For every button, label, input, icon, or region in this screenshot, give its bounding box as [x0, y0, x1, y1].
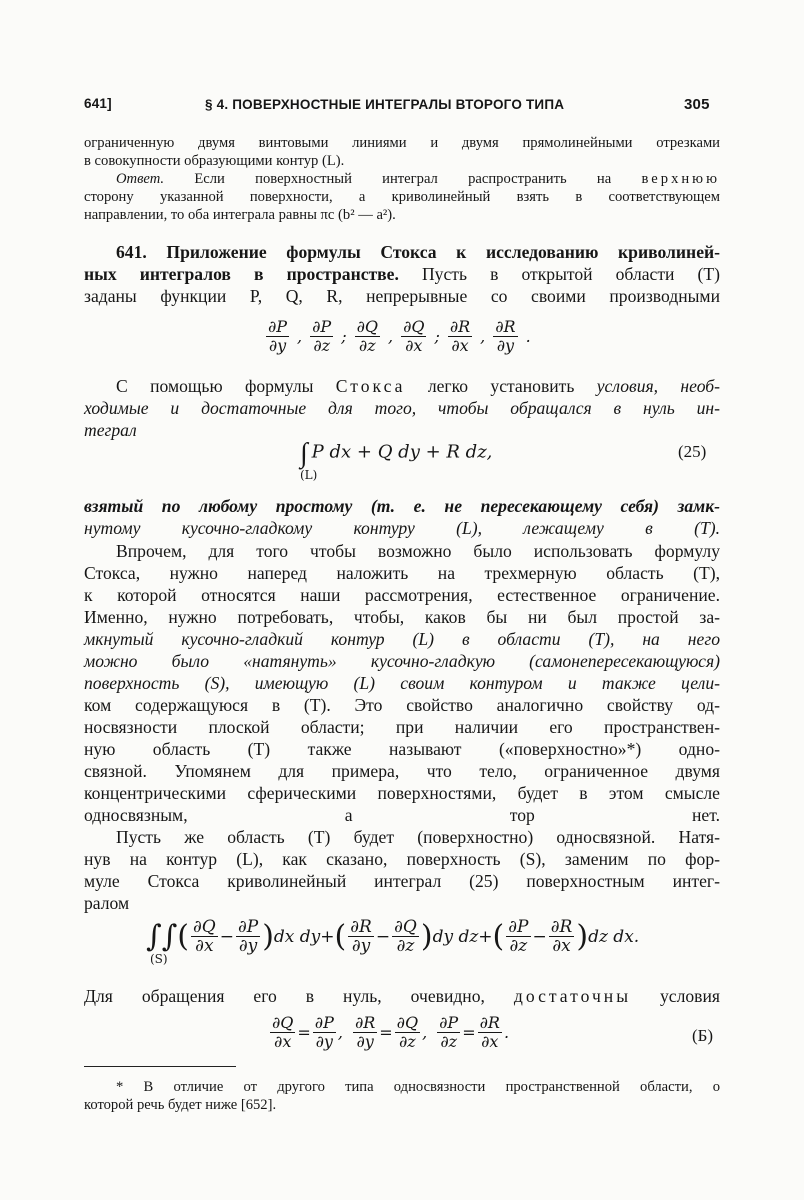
para2-line-6: можно было «натянуть» кусочно-гладкую (самонепересекающуюся) [84, 651, 720, 671]
paren-close: ) [576, 919, 589, 954]
derivative-4 [448, 318, 472, 355]
term-1-b [392, 918, 419, 955]
integral-sign: ∫ [300, 438, 308, 469]
derivative-3-den: ∂x [405, 336, 423, 355]
para2-line-5: мкнутый кусочно-гладкий контур (L) в области (T), на него [84, 629, 720, 649]
section-title-cont: ных интегралов в пространстве. [84, 264, 399, 284]
para2-line-2: Стокса, нужно наперед наложить на трехмерную область (T), [84, 563, 720, 583]
condition-2-rhs-num: ∂R [479, 1013, 500, 1032]
running-head: § 4. ПОВЕРХНОСТНЫЕ ИНТЕГРАЛЫ ВТОРОГО ТИПА [205, 97, 565, 112]
term-0-diff: dx dy [273, 926, 321, 947]
derivative-5 [493, 318, 517, 355]
para2-line-8: ком содержащуюся в (T). Это свойство аналогично свойству од- [84, 695, 720, 715]
term-1-b-num: ∂Q [394, 917, 417, 937]
para2-line-7: поверхность (S), имеющую (L) своим контуром и также цели- [84, 673, 720, 693]
minus-sign: − [219, 926, 234, 947]
term-0-a-num: ∂Q [192, 917, 216, 937]
para1-text-d: условия, необ- [596, 376, 720, 396]
condition-0 [268, 1014, 343, 1051]
equation-25-sub: (L) [300, 468, 318, 482]
term-1-a-num: ∂R [350, 917, 372, 937]
derivative-2 [355, 318, 380, 355]
double-integral-sign: ∫∫ [146, 918, 178, 954]
conditions-number: (Б) [692, 1026, 714, 1045]
condition-sep: . [503, 1023, 510, 1042]
condition-2-rhs [478, 1014, 502, 1051]
para4-text-c: условия [660, 986, 720, 1006]
answer-emph: верхнюю [641, 171, 720, 187]
equals-sign: = [297, 1023, 311, 1042]
derivative-1-num: ∂P [312, 317, 332, 336]
derivative-0-den: ∂y [268, 336, 287, 355]
equation-25-integrand: P dx + Q dy + R dz, [311, 441, 493, 463]
term-2-b-num: ∂R [550, 917, 573, 937]
para3-line-1: Пусть же область (T) будет (поверхностно) односвязной. Натя- [116, 827, 720, 847]
derivative-sep: ; [341, 327, 347, 346]
condition-1 [351, 1014, 427, 1051]
answer-label: Ответ. [116, 171, 165, 187]
condition-0-rhs-num: ∂P [314, 1013, 334, 1032]
derivative-3 [401, 318, 426, 355]
term-0-b-num: ∂P [237, 917, 259, 937]
equation-25 [300, 440, 492, 468]
condition-2-lhs-num: ∂P [439, 1013, 459, 1032]
condition-2-lhs [437, 1014, 460, 1051]
minus-sign: − [375, 926, 391, 947]
term-2-a-num: ∂P [508, 917, 529, 937]
para2-line-11: связной. Упомянем для примера, что тело, ограниченное двумя [84, 761, 720, 781]
term-2-diff: dz dx. [588, 926, 640, 947]
para2-line-10: ную область (T) также называют («поверхностно»*) одно- [84, 739, 720, 759]
derivative-3-num: ∂Q [403, 317, 425, 336]
para3-line-4: ралом [84, 893, 130, 913]
answer-line-2: сторону указанной поверхности, а криволинейный взять в соответствующем [84, 189, 720, 205]
condition-1-lhs [353, 1014, 377, 1051]
para2-line-3: к которой относятся наши рассмотрения, естественное ограничение. [84, 585, 720, 605]
term-2-b-den: ∂x [552, 936, 571, 956]
conditions-equation [268, 1014, 509, 1051]
term-0-a-den: ∂x [195, 936, 214, 956]
equation-25-number: (25) [678, 442, 707, 461]
derivative-sep: , [480, 327, 486, 346]
condition-1-lhs-num: ∂R [354, 1013, 376, 1032]
minus-sign: − [532, 926, 547, 947]
answer-line-3: направлении, то оба интеграла равны πc (b² — a²). [84, 207, 396, 223]
section-line-2: заданы функции P, Q, R, непрерывные со своими производными [84, 286, 720, 306]
para1-text-a: С помощью формулы [116, 376, 314, 396]
derivative-sep: . [525, 327, 531, 346]
para2-line-1: Впрочем, для того чтобы возможно было использовать формулу [116, 541, 720, 561]
surface-integral-sub: (S) [150, 952, 168, 966]
term-0-b-den: ∂y [238, 936, 258, 956]
derivative-sep: , [387, 327, 394, 346]
term-2-a [506, 918, 530, 955]
derivative-4-den: ∂x [451, 336, 469, 355]
term-2-a-den: ∂z [509, 936, 528, 956]
term-1-b-den: ∂z [396, 936, 415, 956]
condition-0-rhs-den: ∂y [315, 1032, 333, 1051]
para1-text-c: легко установить [427, 376, 575, 396]
derivative-1 [310, 318, 333, 355]
section-marker: 641] [84, 96, 112, 111]
term-0-b [236, 918, 260, 955]
para3-line-2: нув на контур (L), как сказано, поверхность (S), заменим по фор- [84, 849, 720, 869]
derivative-0 [266, 318, 289, 355]
term-1-a-den: ∂y [351, 936, 371, 956]
footnote-line-2: которой речь будет ниже [652]. [84, 1097, 277, 1113]
answer-text: Если поверхностный интеграл распространить на [194, 171, 612, 187]
equals-sign: = [379, 1023, 393, 1042]
derivative-5-den: ∂y [496, 336, 515, 355]
plus-sign: + [478, 926, 493, 947]
condition-0-rhs [313, 1014, 336, 1051]
para4-line-1 [84, 986, 720, 1008]
condition-0-lhs [270, 1014, 295, 1051]
term-2-b [549, 918, 575, 955]
condition-0-lhs-den: ∂x [274, 1032, 292, 1051]
para1-line-4: взятый по любому простому (т. е. не пересекающему себя) замк- [84, 496, 720, 516]
condition-sep: , [422, 1023, 428, 1042]
para4-text-a: Для обращения его в нуль, очевидно, [84, 986, 485, 1006]
answer-line-1 [84, 170, 720, 188]
para1-line-1 [84, 376, 720, 398]
derivative-5-num: ∂R [495, 317, 516, 336]
equals-sign: = [462, 1023, 476, 1042]
para3-line-3: муле Стокса криволинейный интеграл (25) поверхностным интег- [84, 871, 720, 891]
footnote-rule [84, 1066, 236, 1067]
condition-1-rhs [395, 1014, 420, 1051]
derivative-sep: ; [434, 327, 440, 346]
term-1-diff: dy dz [432, 926, 479, 947]
intro-line-1: ограниченную двумя винтовыми линиями и двумя прямолинейными отрезками [84, 135, 720, 151]
derivative-2-num: ∂Q [356, 317, 378, 336]
condition-2-lhs-den: ∂z [440, 1032, 458, 1051]
intro-line-2: в совокупности образующими контур (L). [84, 153, 345, 169]
condition-1-rhs-den: ∂z [399, 1032, 416, 1051]
para1-line-2: ходимые и достаточные для того, чтобы обращался в нуль ин- [84, 398, 720, 418]
para4-emph: достаточны [513, 986, 632, 1006]
derivative-0-num: ∂P [268, 317, 288, 336]
derivatives-list [264, 318, 531, 355]
para2-line-9: носвязности плоской области; при наличии его пространствен- [84, 717, 720, 737]
section-line-1-text: Пусть в открытой области (T) [421, 264, 721, 284]
para2-line-13: односвязным, а тор нет. [84, 805, 720, 825]
term-1-a [348, 918, 374, 955]
para1-line-3: теграл [84, 420, 137, 440]
paren-open: ( [334, 919, 347, 954]
section-title: 641. Приложение формулы Стокса к исследованию криволиней- [116, 242, 720, 262]
term-0-a [191, 918, 218, 955]
paren-open: ( [492, 919, 505, 954]
derivative-1-den: ∂z [313, 336, 331, 355]
condition-2 [435, 1014, 509, 1051]
stokes-name: Стокса [335, 376, 406, 396]
condition-1-lhs-den: ∂y [356, 1032, 374, 1051]
paren-open: ( [177, 919, 189, 954]
condition-1-rhs-num: ∂Q [396, 1013, 419, 1032]
derivative-4-num: ∂R [449, 317, 471, 336]
paren-close: ) [262, 919, 274, 954]
para2-line-4: Именно, нужно потребовать, чтобы, каков бы ни был простой за- [84, 607, 720, 627]
surface-integral [146, 918, 639, 955]
condition-0-lhs-num: ∂Q [272, 1013, 294, 1032]
page-number: 305 [684, 96, 710, 113]
derivative-sep: , [297, 327, 303, 346]
paren-close: ) [420, 919, 433, 954]
footnote-line-1: * В отличие от другого типа односвязности пространственной области, о [116, 1079, 720, 1095]
section-line-1 [84, 264, 720, 286]
para2-line-12: концентрическими сферическими поверхностями, будет в этом смысле [84, 783, 720, 803]
derivative-2-den: ∂z [358, 336, 376, 355]
plus-sign: + [320, 926, 335, 947]
condition-2-rhs-den: ∂x [481, 1032, 499, 1051]
condition-sep: , [337, 1023, 343, 1042]
para1-line-5: нутому кусочно-гладкому контуру (L), лежащему в (T). [84, 518, 720, 538]
